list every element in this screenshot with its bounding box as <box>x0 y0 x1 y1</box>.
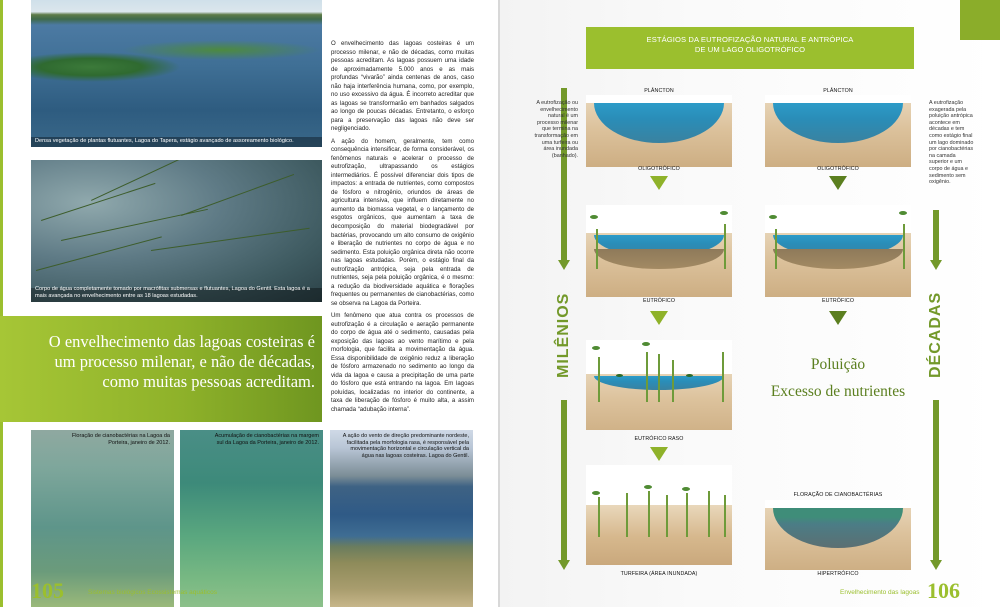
cause-pollution: Poluição <box>810 356 866 373</box>
stage-label: PLÂNCTON <box>823 88 853 94</box>
stage-label: TURFEIRA (ÁREA INUNDADA) <box>620 571 698 577</box>
left-edge-bar <box>0 0 3 607</box>
photo-lagoa-gentil-macrofitas <box>31 160 322 302</box>
stage-label: OLIGOTRÓFICO <box>638 166 680 172</box>
corner-tab <box>960 0 1000 40</box>
stage-label: HIPERTRÓFICO <box>817 571 859 577</box>
photo-lagoa-tapera <box>31 0 322 147</box>
basin-hipertrofico <box>765 500 911 570</box>
pull-quote: O envelhecimento das lagoas costeiras é um processo milenar, e não de décadas, como muitas pessoas acreditam. <box>48 332 315 391</box>
stage-arrow <box>829 311 847 325</box>
photo-aerea-lagoa-gentil <box>330 430 473 607</box>
page-number-left: 105 <box>31 578 64 603</box>
basin-eutrofico-natural <box>586 205 732 297</box>
anthropic-causes <box>765 355 911 400</box>
stage-label: PLÂNCTON <box>644 88 674 94</box>
basin-oligotrofico-natural <box>586 95 732 167</box>
photo4-caption: Acumulação de cianobactérias na margem sul da Lagoa da Porteira, janeiro de 2012. <box>214 433 319 446</box>
decades-label: DÉCADAS <box>927 291 944 378</box>
cause-nutrients: Excesso de nutrientes <box>770 383 906 400</box>
photo3-caption: Floração de cianobactérias na Lagoa da Porteira, janeiro de 2012. <box>71 433 170 446</box>
photo5-caption: A ação do vento de direção predominante nordeste, facilitada pela morfologia rasa, é responsável pela movimentação horizontal e circulação vertical da água nas lagoas costeiras. Lagoa do Gentil. <box>342 433 469 459</box>
stage-arrow <box>650 311 668 325</box>
stage-label: FLORAÇÃO DE CIANOBACTÉRIAS <box>793 492 883 498</box>
basin-oligotrofico-antropico <box>765 95 911 167</box>
body-paragraph: A ação do homem, geralmente, tem como consequência intensificar, de forma considerável, os fenômenos naturais e acelerar o processo de eutrofização, ultrapassando os estágios intermediários. É possível diferenciar dois tipos de impactos: a entrada de nutrientes, como compostos de fósforo e nitrogênio, oriundos de áreas de agricultura intensiva, que influem diretamente no aumento da biomassa vegetal, e o lançamento de esgotos orgânicos, que aumentam a taxa de decomposição do material biodegradável por bactérias, provocando um alto consumo de oxigênio e liberação de nutrientes no corpo de água e no sedimento. Esta poluição orgânica direta não ocorre nas lagoas estudadas. Porém, o estágio final da eutrofização antrópica, seja pela entrada de nutrientes, seja pela poluição orgânica, é o mesmo: a redução da biodiversidade aquática e florações frequentes ou permanentes de cianobactérias, como se observa na Lagoa da Porteira. <box>331 137 474 307</box>
photo1-caption: Densa vegetação de plantas flutuantes, Lagoa do Tapera, estágio avançado de assoreamento biológico. <box>35 138 294 144</box>
page-number-right: 106 <box>927 578 960 603</box>
body-text <box>331 40 474 418</box>
stage-label: EUTRÓFICO <box>642 298 676 304</box>
running-head-left: Sistemas biológicos Ecossistemas aquáticos <box>88 589 217 596</box>
stage-label: OLIGOTRÓFICO <box>817 166 859 172</box>
diagram-title <box>586 35 914 55</box>
basin-turfeira <box>586 465 732 565</box>
basin-eutrofico-raso <box>586 340 732 430</box>
millennia-arrow-bottom <box>558 400 570 570</box>
stage-label: EUTRÓFICO RASO <box>634 436 684 442</box>
stage-arrow <box>650 176 668 190</box>
title-line: ESTÁGIOS DA EUTROFIZAÇÃO NATURAL E ANTRÓPICA <box>646 35 854 44</box>
natural-note: A eutrofização ou envelhecimento natural é um processo milenar que termina na transformação em uma turfeira ou área inundada (banhado). <box>534 100 578 159</box>
stage-label: EUTRÓFICO <box>821 298 855 304</box>
decades-arrow-bottom <box>930 400 942 570</box>
body-paragraph: Um fenômeno que atua contra os processos de eutrofização é a circulação e aeração permanente do corpo de água até o sedimento, causadas pela exposição das lagoas ao vento marítimo e pela morfologia, que facilita a movimentação da água. Essa disponibilidade de oxigênio reduz a liberação de fósforo armazenado no sedimento ao longo da vida da lagoa e causa a precipitação de uma parte do fósforo que está entrando na lagoa. Em lagoas poluídas, localizadas no interior do continente, a taxa de liberação de fósforo é muito alta, a assim chamada “adubação interna”. <box>331 311 474 413</box>
body-paragraph: O envelhecimento das lagoas costeiras é um processo milenar, e não de décadas, como muitas pessoas acreditam. As lagoas possuem uma idade de aproximadamente 5.000 anos e as mais profundas “vivarão” ainda centenas de anos, caso não haja interferência humana, como, por exemplo, no uso excessivo da água. É incorreto acreditar que as lagoas se transformarão em banhados salgados ao longo de poucas décadas. Entretanto, o esforço para a preservação das lagoas não deve ser negligenciado. <box>331 40 474 133</box>
photo2-caption: Corpo de água completamente tomado por macrófitas submersas e flutuantes, Lagoa do Gentil. Esta lagoa é a mais avançada no envelhecimento entre as 18 lagoas estudadas. <box>35 286 310 299</box>
decades-arrow-top <box>930 210 942 270</box>
anthropic-note: A eutrofização exagerada pela poluição antrópica acontece em décadas e tem como estágio final um lago dominado por cianobactérias na camada superior e um corpo de água e sedimento sem oxigênio. <box>929 100 974 186</box>
running-head-right: Envelhecimento das lagoas <box>840 589 920 596</box>
stage-arrow <box>650 447 668 461</box>
right-page <box>500 0 1000 607</box>
millennia-label: MILÊNIOS <box>555 292 572 378</box>
stage-arrow <box>829 176 847 190</box>
basin-eutrofico-antropico <box>765 205 911 297</box>
title-line: DE UM LAGO OLIGOTRÓFICO <box>694 45 806 54</box>
photo-acumulacao-cianobacterias <box>180 430 323 607</box>
